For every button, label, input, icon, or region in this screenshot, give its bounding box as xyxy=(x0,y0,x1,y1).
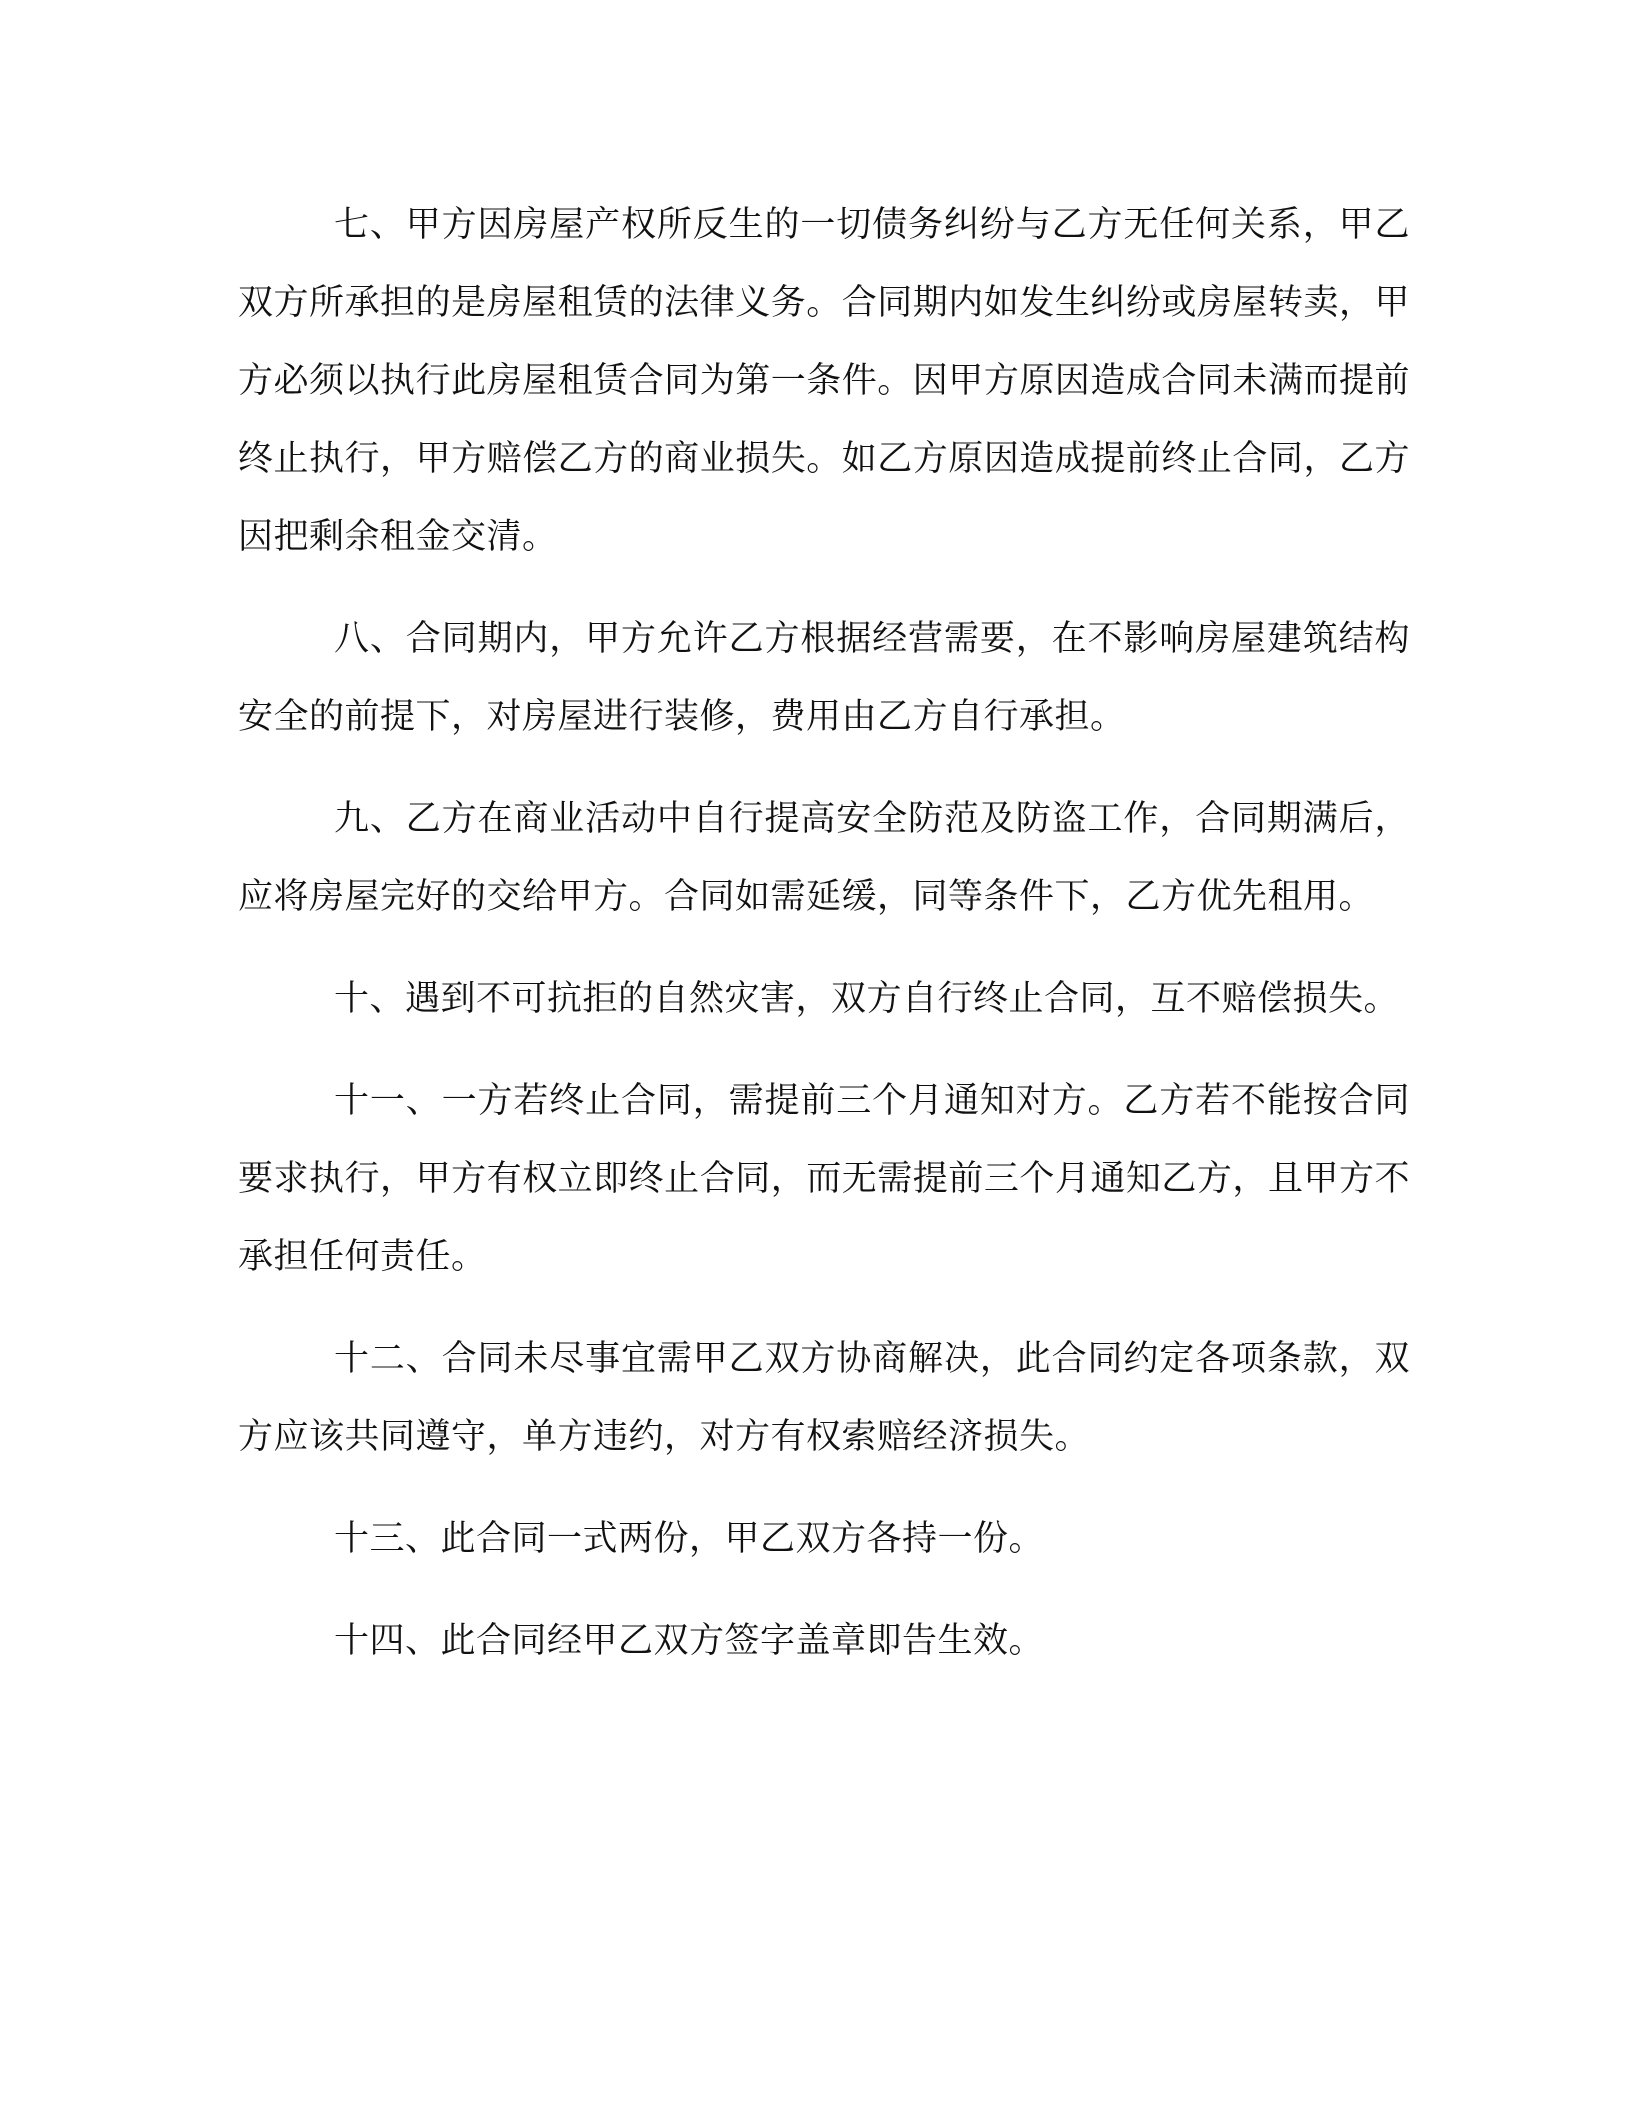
clause-14: 十四、此合同经甲乙双方签字盖章即告生效。 xyxy=(334,1621,1045,1661)
clause-8: 八、合同期内，甲方允许乙方根据经营需要，在不影响房屋建筑结构安全的前提下，对房屋进行装修，费用由乙方自行承担。 xyxy=(238,619,1410,737)
contract-body xyxy=(238,186,1410,1680)
clause-7: 七、甲方因房屋产权所反生的一切债务纠纷与乙方无任何关系，甲乙双方所承担的是房屋租赁的法律义务。合同期内如发生纠纷或房屋转卖，甲方必须以执行此房屋租赁合同为第一条件。因甲方原因造成合同未满而提前终止执行，甲方赔偿乙方的商业损失。如乙方原因造成提前终止合同，乙方因把剩余租金交清。 xyxy=(238,205,1410,557)
clause-11: 十一、一方若终止合同，需提前三个月通知对方。乙方若不能按合同要求执行，甲方有权立即终止合同，而无需提前三个月通知乙方，且甲方不承担任何责任。 xyxy=(238,1081,1410,1277)
clause-10: 十、遇到不可抗拒的自然灾害，双方自行终止合同，互不赔偿损失。 xyxy=(334,979,1400,1019)
clause-12: 十二、合同未尽事宜需甲乙双方协商解决，此合同约定各项条款，双方应该共同遵守，单方违约，对方有权索赔经济损失。 xyxy=(238,1339,1410,1457)
clause-9: 九、乙方在商业活动中自行提高安全防范及防盗工作，合同期满后，应将房屋完好的交给甲方。合同如需延缓，同等条件下，乙方优先租用。 xyxy=(238,799,1410,917)
clause-13: 十三、此合同一式两份，甲乙双方各持一份。 xyxy=(334,1519,1045,1559)
